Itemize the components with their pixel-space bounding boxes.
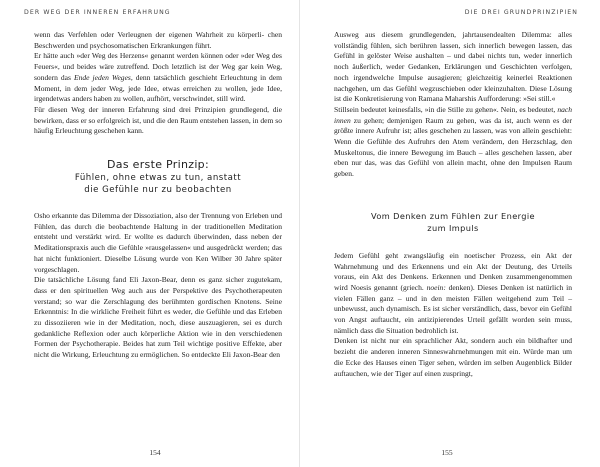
- paragraph: Denken ist nicht nur ein sprachlicher Akt, sondern auch ein bildhafter und bezieht die anderen inneren Sinneswahrnehmungen mit ein. Würde man um die Ecke des Hauses einen Tiger sehen, würden im selben Augenblick Bilder auftauchen, wie der Tiger auf einen zuspringt,: [334, 336, 572, 378]
- emphasis-text: Ende jeden Weges,: [73, 72, 133, 82]
- text-line: wenn das Verfehlen oder Verleugnen der eigenen Wahrheit zu körperli-: [34, 30, 265, 39]
- text-run: Jedem Gefühl geht zwangsläufig ein noetischer Prozess, ein Akt der Wahrnehmung und des Erkennens und ein Akt der Deutung, des Urteils voraus, ein Akt des Denkens. Erkennen und Denken zusammengenommen wird Noesis genannt (griech.: [334, 250, 572, 292]
- right-page-body: [334, 30, 572, 379]
- emphasis-text: nach innen: [334, 104, 572, 125]
- section-title: Das erste Prinzip:: [107, 158, 209, 172]
- paragraph: Osho erkannte das Dilemma der Dissoziation, also der Trennung von Erleben und Fühlen, das durch die beobachtende Haltung in der traditionellen Meditation entsteht und verstärkt wird. Er wollte es dadurch überwinden, dass neben der Meditationspraxis auch die Gefühle »rausgelassen« und ausgedrückt werden; das hat nicht funktioniert. Dieselbe Lösung wurde von Ken Wilber 30 Jahre später vorgeschlagen.: [34, 211, 282, 274]
- text-run: denken). Dieses Denken ist natürlich in vielen Fällen ganz – und in den meisten Fällen weitgehend zum Teil – unbewusst, auch dynamisch. Es ist sicher verständlich, dass, bevor ein Gefühl von Angst auftaucht, ein antizipierendes Urteil gefällt worden sein muss, nämlich dass die Situation bedrohlich ist.: [334, 282, 572, 335]
- paragraph: Für diesen Weg der inneren Erfahrung sind drei Prinzipien grundlegend, die bewirken, dass er so erfolgreich ist, und die den Raum entstehen lassen, in dem so häufig Erleuchtung geschehen kann.: [34, 104, 282, 136]
- section-subtitle-line: Fühlen, ohne etwas zu tun, anstatt: [74, 173, 242, 184]
- paragraph: [334, 105, 572, 180]
- text-run: denn tatsächlich geschieht Erleuchtung in dem Moment, in dem jeder Weg, jede Idee, etwas erreichen zu wollen, jede Idee, irgendetwas anders haben zu wollen, aufhört, verschwindet, still wird.: [34, 72, 282, 104]
- left-page-body: [34, 30, 282, 361]
- paragraph: Ausweg aus diesem grundlegenden, jahrtausendealten Dilemma: alles vollständig fühlen, sich berühren lassen, sich innerlich bewegen lassen, das Gefühl in gelöster Weise aushalten – und dabei nichts tun, weder innerlich noch äußerlich, weder Gedanken, Erklärungen und Geschichten verfolgen, noch irgendwelche Impulse ausagieren; gleichzeitig keinerlei Reaktionen nachgehen, um das Gefühl wegzuschieben oder kleinzuhalten. Diese Lösung ist die Konkretisierung von Ramana Maharshis Aufforderung: »Sei still.«: [334, 30, 572, 104]
- text-run: Er hätte auch »der Weg des Herzens« genannt werden können oder »der Weg des Feuers«, und beides wäre zutreffend. Doch letztlich ist der Weg gar kein Weg, sondern das: [34, 51, 282, 82]
- right-page: [300, 0, 600, 467]
- page-number-right: 155: [441, 448, 453, 457]
- running-head-right: DIE DREI GRUNDPRINZIPIEN: [464, 9, 578, 16]
- section-heading: [34, 158, 282, 196]
- emphasis-text: noein:: [426, 282, 446, 292]
- paragraph: Die tatsächliche Lösung fand Eli Jaxon-Bear, denn es ganz sicher zugutekam, dass er den spirituellen Weg auch aus der Perspektive des Psychotherapeuten verstand; so war die Zerschlagung des berühmten gordischen Knotens. Seine Erkenntnis: In die wirkliche Freiheit führt es weder, die Gefühle und das Erleben zu dissoziieren wie in der Meditation, noch, diese auszuagieren, sei es durch gedankliche Reflexion oder auch körperliche Aktion wie in den verschiedenen Formen der Psychotherapie. Beides hat zum Teil wichtige positive Effekte, aber nicht die Wirkung, Erleuchtung zu ermöglichen. So entdeckte Eli Jaxon-Bear den: [34, 275, 282, 360]
- section-subtitle-line: die Gefühle nur zu beobachten: [84, 185, 232, 196]
- paragraph: [34, 30, 282, 51]
- text-run: Stillsein bedeutet keinesfalls, »in die Stille zu gehen«. Nein, es bedeutet,: [334, 104, 558, 114]
- section-heading: [334, 210, 572, 235]
- section-title-line: zum Impuls: [427, 223, 479, 234]
- section-title-line: Vom Denken zum Fühlen zur Energie: [371, 210, 535, 221]
- running-head-left: DER WEG DER INNEREN ERFAHRUNG: [24, 9, 171, 16]
- page-number-left: 154: [149, 448, 161, 457]
- text-line: chen Beschwerden und psychosomatischen Erkrankungen führt.: [34, 30, 282, 50]
- paragraph: [334, 251, 572, 337]
- paragraph: [34, 51, 282, 105]
- text-run: zu gehen; demjenigen Raum zu gehen, was da ist, auch wenn es der größte innere Aufruhr ist; alles geschehen zu lassen, was von allein geschieht: Wenn die Gefühle des Aufruhrs den Atem verändern, den Herzschlag, den Muskeltonus, die innere Bewegung im Bauch – alles geschehen lassen, aber eben nur das, was das Gefühl von allein macht, ohne den Impulsen Raum geben.: [334, 115, 572, 179]
